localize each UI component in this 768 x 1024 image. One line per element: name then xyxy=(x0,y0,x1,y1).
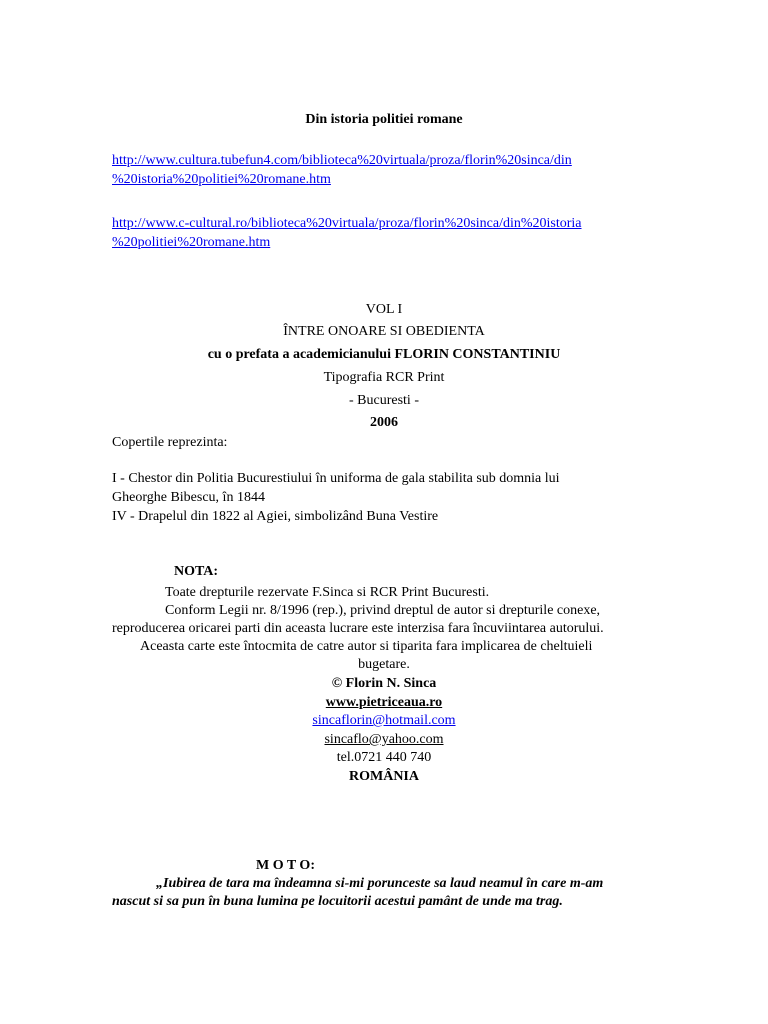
nota-reproduction: reproducerea oricarei parti din aceasta lucrare este interzisa fara încuviintarea autorului. xyxy=(112,621,604,636)
covers-heading: Copertile reprezinta: xyxy=(112,435,228,450)
copyright-line: © Florin N. Sinca xyxy=(331,676,437,691)
print-city: - Bucuresti - xyxy=(349,393,419,408)
covers-item-2: IV - Drapelul din 1822 al Agiei, simbolizând Buna Vestire xyxy=(112,509,439,524)
nota-law: Conform Legii nr. 8/1996 (rep.), privind dreptul de autor si drepturile conexe, xyxy=(165,603,601,618)
source-link-1-line2[interactable]: %20istoria%20politiei%20romane.htm xyxy=(112,172,331,187)
moto-quote: „Iubirea de tara ma îndeamna si-mi porunceste sa laud neamul în care m-am xyxy=(156,876,604,891)
source-link-2[interactable] xyxy=(112,215,582,233)
moto-heading: M O T O: xyxy=(256,858,315,873)
covers-item-1: I - Chestor din Politia Bucurestiului în uniforma de gala stabilita sub domnia lui xyxy=(112,471,560,486)
email-link-2-row[interactable] xyxy=(0,731,768,749)
email-link-yahoo[interactable]: sincaflo@yahoo.com xyxy=(324,732,444,747)
printer-name: Tipografia RCR Print xyxy=(323,370,445,385)
website-link-row[interactable] xyxy=(0,694,768,712)
email-link-hotmail[interactable]: sincaflorin@hotmail.com xyxy=(312,713,456,728)
phone-number: tel.0721 440 740 xyxy=(336,750,432,765)
nota-funding-cont: bugetare. xyxy=(358,657,410,672)
source-link-2-cont[interactable] xyxy=(112,234,270,252)
source-link-1-line1[interactable]: http://www.cultura.tubefun4.com/biblioteca%20virtuala/proza/florin%20sinca/din xyxy=(112,153,572,168)
document-title: Din istoria politiei romane xyxy=(305,112,463,127)
publication-year: 2006 xyxy=(370,415,398,430)
nota-heading: NOTA: xyxy=(174,564,219,579)
website-link[interactable]: www.pietriceaua.ro xyxy=(325,695,443,710)
nota-funding: Aceasta carte este întocmita de catre autor si tiparita fara implicarea de cheltuieli xyxy=(140,639,593,654)
source-link-2-line1[interactable]: http://www.c-cultural.ro/biblioteca%20virtuala/proza/florin%20sinca/din%20istoria xyxy=(112,216,582,231)
preface-line: cu o prefata a academicianului FLORIN CONSTANTINIU xyxy=(207,347,561,362)
source-link-1[interactable] xyxy=(112,152,572,170)
covers-item-1-cont: Gheorghe Bibescu, în 1844 xyxy=(112,490,265,505)
source-link-1-cont[interactable] xyxy=(112,171,331,189)
moto-quote-cont: nascut si sa pun în buna lumina pe locuitorii acestui pamânt de unde ma trag. xyxy=(112,894,563,909)
email-link-1-row[interactable] xyxy=(0,712,768,730)
volume-label: VOL I xyxy=(365,302,403,317)
nota-rights: Toate drepturile rezervate F.Sinca si RCR Print Bucuresti. xyxy=(165,585,490,600)
book-title: ÎNTRE ONOARE SI OBEDIENTA xyxy=(283,324,485,339)
country-name: ROMÂNIA xyxy=(349,769,419,784)
source-link-2-line2[interactable]: %20politiei%20romane.htm xyxy=(112,235,271,250)
